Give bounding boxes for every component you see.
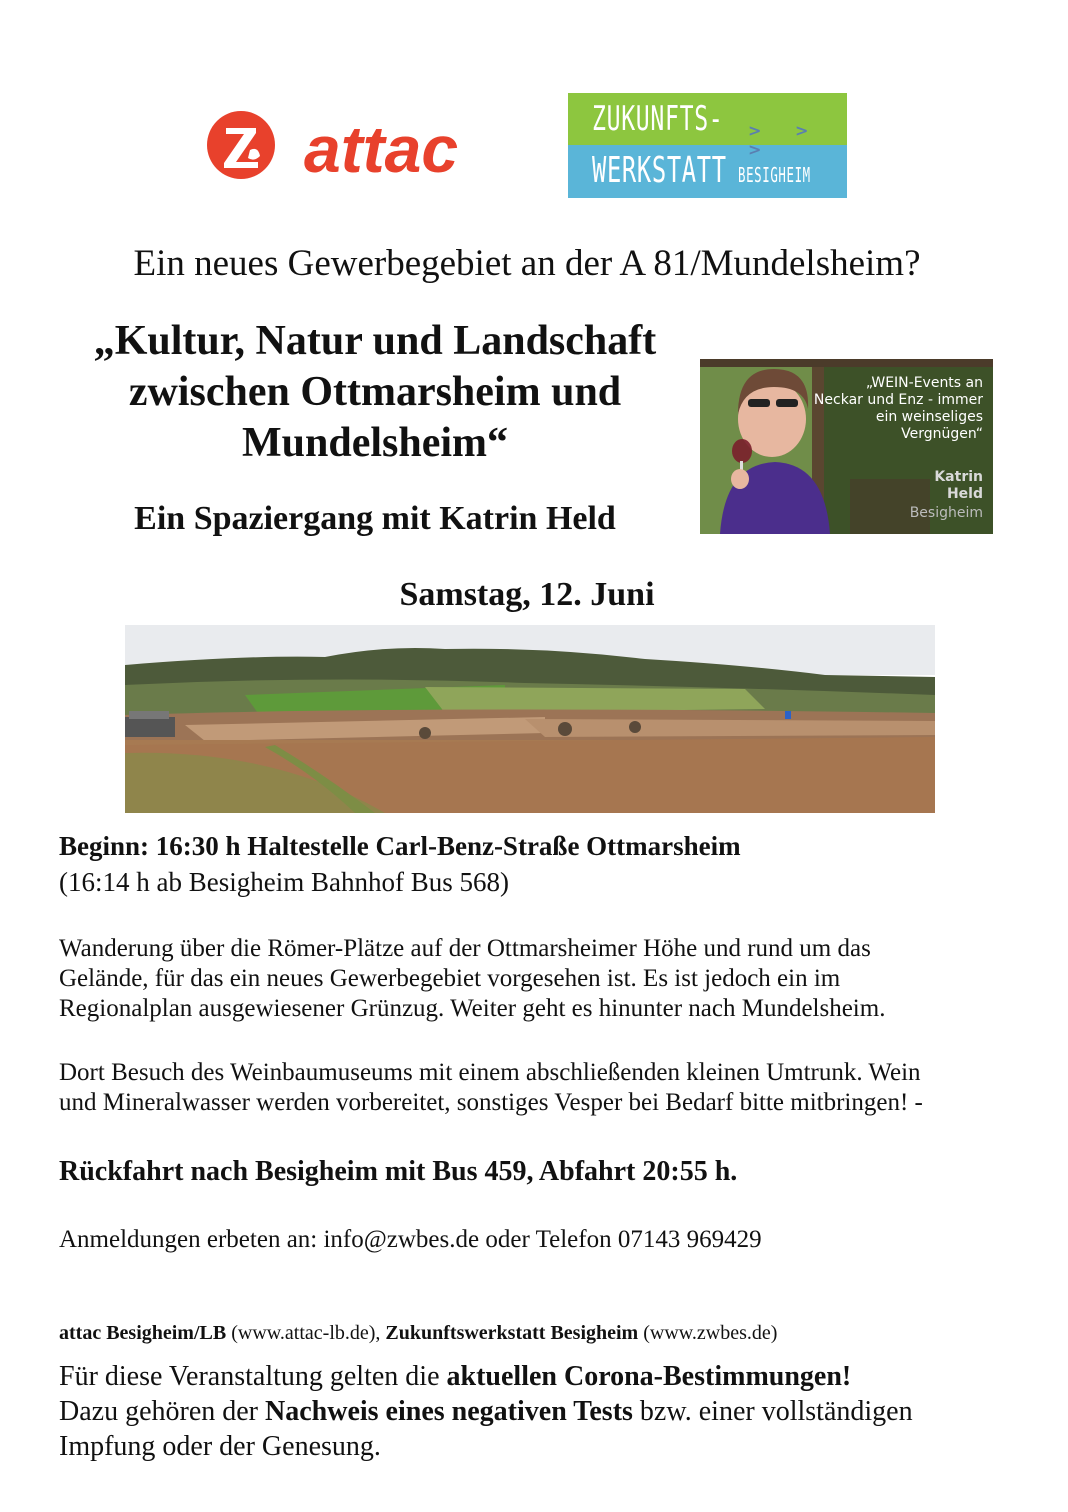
organizer-1-url: (www.attac-lb.de), [226, 1322, 386, 1344]
event-title [55, 316, 695, 469]
portrait-name [934, 469, 983, 503]
portrait-name-first: Katrin [934, 469, 983, 485]
zw-logo-town: BESIGHEIM [738, 163, 811, 187]
organizer-1-name: attac Besigheim/LB [59, 1322, 227, 1344]
description-p2-line2: und Mineralwasser werden vorbereitet, sonstiges Vesper bei Bedarf bitte mitbringen! - [59, 1089, 923, 1116]
portrait-name-last: Held [946, 486, 983, 502]
landscape-illustration [125, 625, 935, 813]
corona-line3: Impfung oder der Genesung. [59, 1431, 381, 1462]
corona-notice [59, 1359, 1019, 1464]
zw-logo-line1: ZUKUNFTS- [592, 99, 724, 139]
landscape-photo [125, 625, 935, 813]
attac-wordmark: attac [304, 112, 459, 186]
corona-line2 [59, 1394, 1019, 1429]
event-title-line2: zwischen Ottmarsheim und [128, 369, 622, 415]
attac-logo [206, 100, 496, 190]
portrait-quote: „WEIN-Events an Neckar und Enz - immer ein weinseliges Vergnügen“ [813, 375, 983, 442]
description-p1-line1: Wanderung über die Römer-Plätze auf der Ottmarsheimer Höhe und rund um das [59, 935, 871, 962]
corona-l2-emphasis: Nachweis eines negativen Tests [265, 1396, 633, 1427]
organizer-2-name: Zukunftswerkstatt Besigheim [385, 1322, 639, 1344]
return-trip: Rückfahrt nach Besigheim mit Bus 459, Abfahrt 20:55 h. [59, 1156, 738, 1187]
zw-logo-line2: WERKSTATT [592, 150, 727, 191]
organizer-2-url: (www.zwbes.de) [638, 1322, 778, 1344]
organizers [59, 1320, 777, 1346]
start-bus-info: (16:14 h ab Besigheim Bahnhof Bus 568) [59, 867, 509, 897]
event-title-line1: „Kultur, Natur und Landschaft [93, 318, 657, 364]
portrait-town: Besigheim [909, 505, 983, 521]
walk-guide-line: Ein Spaziergang mit Katrin Held [134, 500, 616, 537]
start-time-location: Beginn: 16:30 h Haltestelle Carl-Benz-Straße Ottmarsheim [59, 831, 741, 861]
event-date: Samstag, 12. Juni [399, 576, 655, 613]
description-paragraph-1 [59, 934, 1019, 1024]
description-p1-line2: Gelände, für das ein neues Gewerbegebiet vorgesehen ist. Es ist jedoch ein im [59, 965, 841, 992]
zw-logo-arrows: > > > [748, 121, 823, 159]
description-p1-line3: Regionalplan ausgewiesener Grünzug. Weiter geht es hinunter nach Mundelsheim. [59, 995, 886, 1022]
corona-l2-text: Dazu gehören der [59, 1396, 266, 1427]
signup-contact: Anmeldungen erbeten an: info@zwbes.de oder Telefon 07143 969429 [59, 1226, 762, 1253]
corona-l2-rest: bzw. einer vollständigen [632, 1396, 913, 1427]
attac-logo-mark [206, 100, 496, 190]
corona-line1 [59, 1359, 1019, 1394]
description-paragraph-2 [59, 1058, 1019, 1118]
event-title-line3: Mundelsheim“ [241, 420, 509, 466]
subtitle: Ein neues Gewerbegebiet an der A 81/Mundelsheim? [133, 243, 921, 284]
corona-l1-emphasis: aktuellen Corona-Bestimmungen! [446, 1361, 852, 1392]
zukunftswerkstatt-logo [568, 93, 847, 198]
portrait-photo [700, 359, 993, 534]
corona-l1-text: Für diese Veranstaltung gelten die [59, 1361, 447, 1392]
description-p2-line1: Dort Besuch des Weinbaumuseums mit einem abschließenden kleinen Umtrunk. Wein [59, 1059, 921, 1086]
